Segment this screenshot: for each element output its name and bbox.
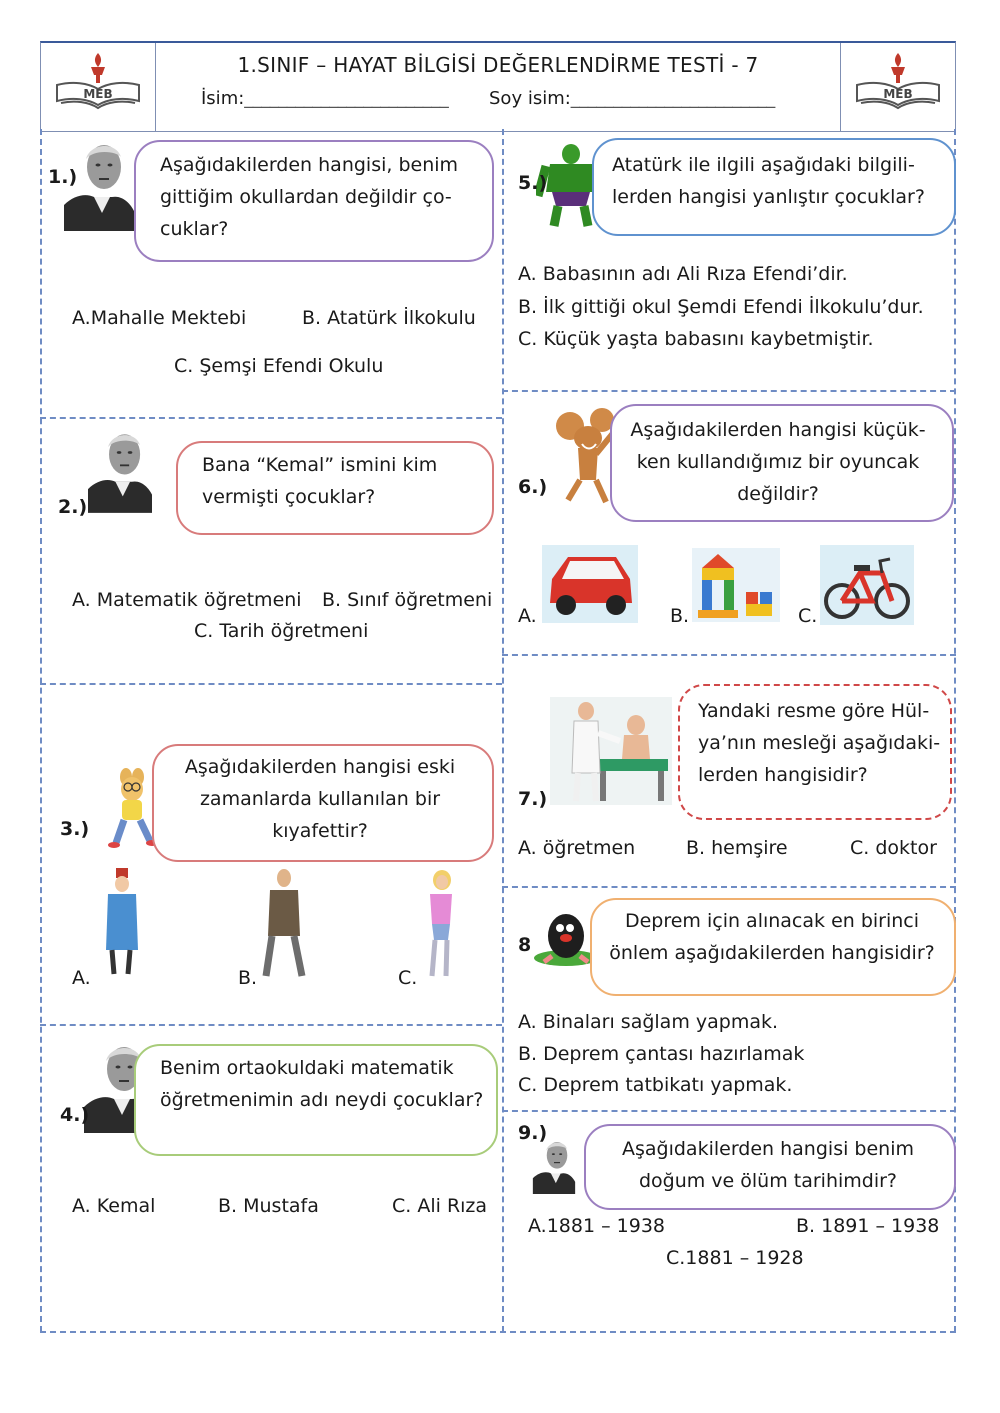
worksheet-header: [40, 41, 956, 132]
name-blank: ________________________: [244, 88, 449, 109]
name-field[interactable]: [201, 88, 448, 109]
grid-line: [40, 129, 42, 1332]
option-c[interactable]: C. Tarih öğretmeni: [194, 620, 369, 642]
option-b[interactable]: B. Deprem çantası hazırlamak: [518, 1043, 805, 1065]
option-b[interactable]: B. Mustafa: [218, 1195, 319, 1217]
question-text: Benim ortaokuldaki matematik öğretmenimin adı neydi çocuklar?: [160, 1057, 484, 1111]
grid-line: [502, 129, 504, 1332]
question-number: 2.): [58, 496, 88, 518]
ataturk-portrait-icon: [530, 1136, 578, 1194]
surname-label: Soy isim:: [489, 88, 571, 109]
option-c[interactable]: C. Şemşi Efendi Okulu: [174, 355, 384, 377]
svg-text:MEB: MEB: [83, 87, 113, 101]
surname-blank: ________________________: [570, 88, 775, 109]
option-a[interactable]: A.1881 – 1938: [528, 1215, 665, 1237]
option-a[interactable]: A. öğretmen: [518, 837, 636, 859]
bicycle-icon[interactable]: [820, 545, 914, 625]
fez-costume-figure-icon[interactable]: [100, 866, 144, 982]
worksheet-title: 1.SINIF – HAYAT BİLGİSİ DEĞERLENDİRME TESTİ - 7: [237, 53, 759, 77]
surname-field[interactable]: [489, 88, 775, 109]
option-a[interactable]: A. Babasının adı Ali Rıza Efendi’dir.: [518, 263, 848, 285]
option-c[interactable]: C.: [398, 967, 418, 989]
grid-line: [502, 886, 956, 888]
question-number: 6.): [518, 476, 548, 498]
question-number: 1.): [48, 166, 78, 188]
option-b[interactable]: B. Atatürk İlkokulu: [302, 307, 476, 329]
option-a[interactable]: A. Matematik öğretmeni: [72, 589, 302, 611]
question-text: Aşağıdakilerden hangisi eski zamanlarda kullanılan bir kıyafettir?: [184, 756, 456, 842]
option-b[interactable]: B. Sınıf öğretmeni: [322, 589, 493, 611]
grid-line: [502, 654, 956, 656]
option-b[interactable]: B. İlk gittiği okul Şemdi Efendi İlkokulu’dur.: [518, 296, 924, 318]
car-icon[interactable]: [542, 545, 638, 623]
question-number: 9.): [518, 1122, 548, 1144]
name-label: İsim:: [201, 88, 245, 109]
grid-line: [40, 683, 502, 685]
question-text: Aşağıdakilerden hangisi benim doğum ve ölüm tarihimdir?: [621, 1138, 914, 1192]
option-b[interactable]: B. 1891 – 1938: [796, 1215, 940, 1237]
grid-line: [502, 390, 956, 392]
suit-man-figure-icon[interactable]: [258, 866, 310, 982]
logo-box-right: [840, 43, 955, 131]
question-text: Yandaki resme göre Hül- ya’nın mesleği aşağıdaki- lerden hangisidir?: [698, 700, 941, 786]
option-c[interactable]: C. Ali Rıza: [392, 1195, 488, 1217]
ataturk-portrait-icon: [88, 420, 152, 518]
question-number: 7.): [518, 788, 548, 810]
option-c[interactable]: C. doktor: [850, 837, 937, 859]
building-blocks-icon[interactable]: [692, 548, 780, 622]
question-number: 3.): [60, 818, 90, 840]
question-number: 4.): [60, 1104, 90, 1126]
option-a[interactable]: A.: [72, 967, 91, 989]
option-c[interactable]: C.1881 – 1928: [666, 1247, 804, 1269]
option-a[interactable]: A.Mahalle Mektebi: [72, 307, 247, 329]
option-a[interactable]: A. Kemal: [72, 1195, 156, 1217]
option-a[interactable]: A. Binaları sağlam yapmak.: [518, 1011, 779, 1033]
woman-figure-icon[interactable]: [420, 868, 460, 982]
option-b[interactable]: B. hemşire: [686, 837, 788, 859]
question-text: Bana “Kemal” ismini kim vermişti çocuklar?: [202, 454, 438, 508]
question-text: Deprem için alınacak en birinci önlem aşağıdakilerden hangisidir?: [609, 910, 935, 964]
option-c[interactable]: C. Deprem tatbikatı yapmak.: [518, 1074, 793, 1096]
question-text: Aşağıdakilerden hangisi küçük- ken kullandığımız bir oyuncak değildir?: [630, 419, 926, 505]
svg-text:MEB: MEB: [883, 87, 913, 101]
grid-line: [40, 1331, 956, 1333]
question-text: Atatürk ile ilgili aşağıdaki bilgili- lerden hangisi yanlıştır çocuklar?: [612, 154, 925, 208]
option-c[interactable]: C. Küçük yaşta babasını kaybetmiştir.: [518, 328, 874, 350]
question-number: 8: [518, 934, 532, 956]
option-b[interactable]: B.: [670, 605, 690, 627]
question-number: 5.): [518, 172, 548, 194]
question-text: Aşağıdakilerden hangisi, benim gittiğim okullardan değildir ço- cuklar?: [160, 154, 459, 240]
meb-logo-icon: [853, 51, 943, 113]
option-b[interactable]: B.: [238, 967, 258, 989]
option-a[interactable]: A.: [518, 605, 537, 627]
option-c[interactable]: C.: [798, 605, 818, 627]
grid-line: [502, 1110, 956, 1112]
grid-line: [40, 1024, 502, 1026]
grid-line: [40, 417, 502, 419]
nurse-scene-icon: [550, 697, 672, 805]
